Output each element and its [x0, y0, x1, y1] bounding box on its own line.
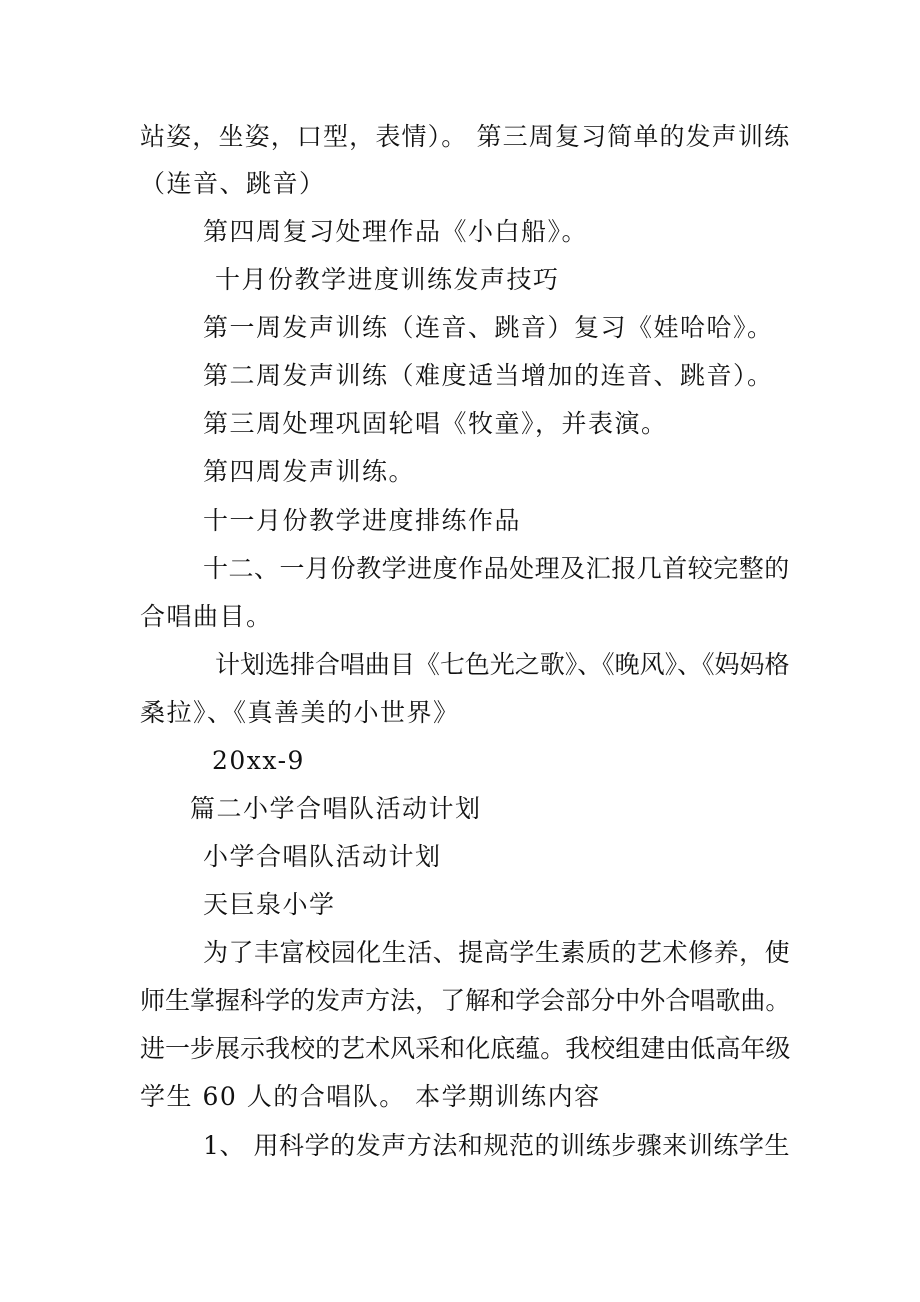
school-name: 天巨泉小学 — [203, 890, 336, 919]
text-line: 站姿，坐姿，口型，表情）。 第三周复习简单的发声训练 — [140, 122, 791, 151]
text-line: 第三周处理巩固轮唱《牧童》，并表演。 — [203, 409, 668, 438]
text-line: 桑拉》、《真善美的小世界》 — [140, 698, 460, 727]
text-line: 为了丰富校园化生活、提高学生素质的艺术修养，使 — [203, 938, 791, 967]
text-line: 第四周复习处理作品《小白船》。 — [203, 217, 589, 246]
text-line: 十二、一月份教学进度作品处理及汇报几首较完整的 — [203, 554, 790, 583]
section-heading: 十月份教学进度训练发声技巧 — [215, 265, 560, 294]
text-line: 第二周发声训练（难度适当增加的连音、跳音）。 — [203, 361, 774, 390]
text-line: 学生 60 人的合唱队。 本学期训练内容 — [140, 1082, 601, 1111]
text-line: 第四周发声训练。 — [203, 457, 416, 486]
text-line: 计划选排合唱曲目《七色光之歌》、《晚风》、《妈妈格 — [215, 650, 790, 679]
text-line: 进一步展示我校的艺术风采和化底蕴。我校组建由低高年级 — [140, 1034, 791, 1063]
date-line: 20xx-9 — [212, 746, 305, 775]
text-line: （连音、跳音） — [140, 169, 326, 198]
section-heading: 篇二小学合唱队活动计划 — [190, 794, 482, 823]
text-line: 第一周发声训练（连音、跳音）复习《娃哈哈》。 — [203, 313, 774, 342]
text-line: 合唱曲目。 — [140, 602, 273, 631]
text-line: 1、 用科学的发声方法和规范的训练步骤来训练学生 — [203, 1131, 791, 1160]
document-title: 小学合唱队活动计划 — [203, 842, 442, 871]
section-heading: 十一月份教学进度排练作品 — [203, 506, 522, 535]
text-line: 师生掌握科学的发声方法，了解和学会部分中外合唱歌曲。 — [140, 986, 791, 1015]
